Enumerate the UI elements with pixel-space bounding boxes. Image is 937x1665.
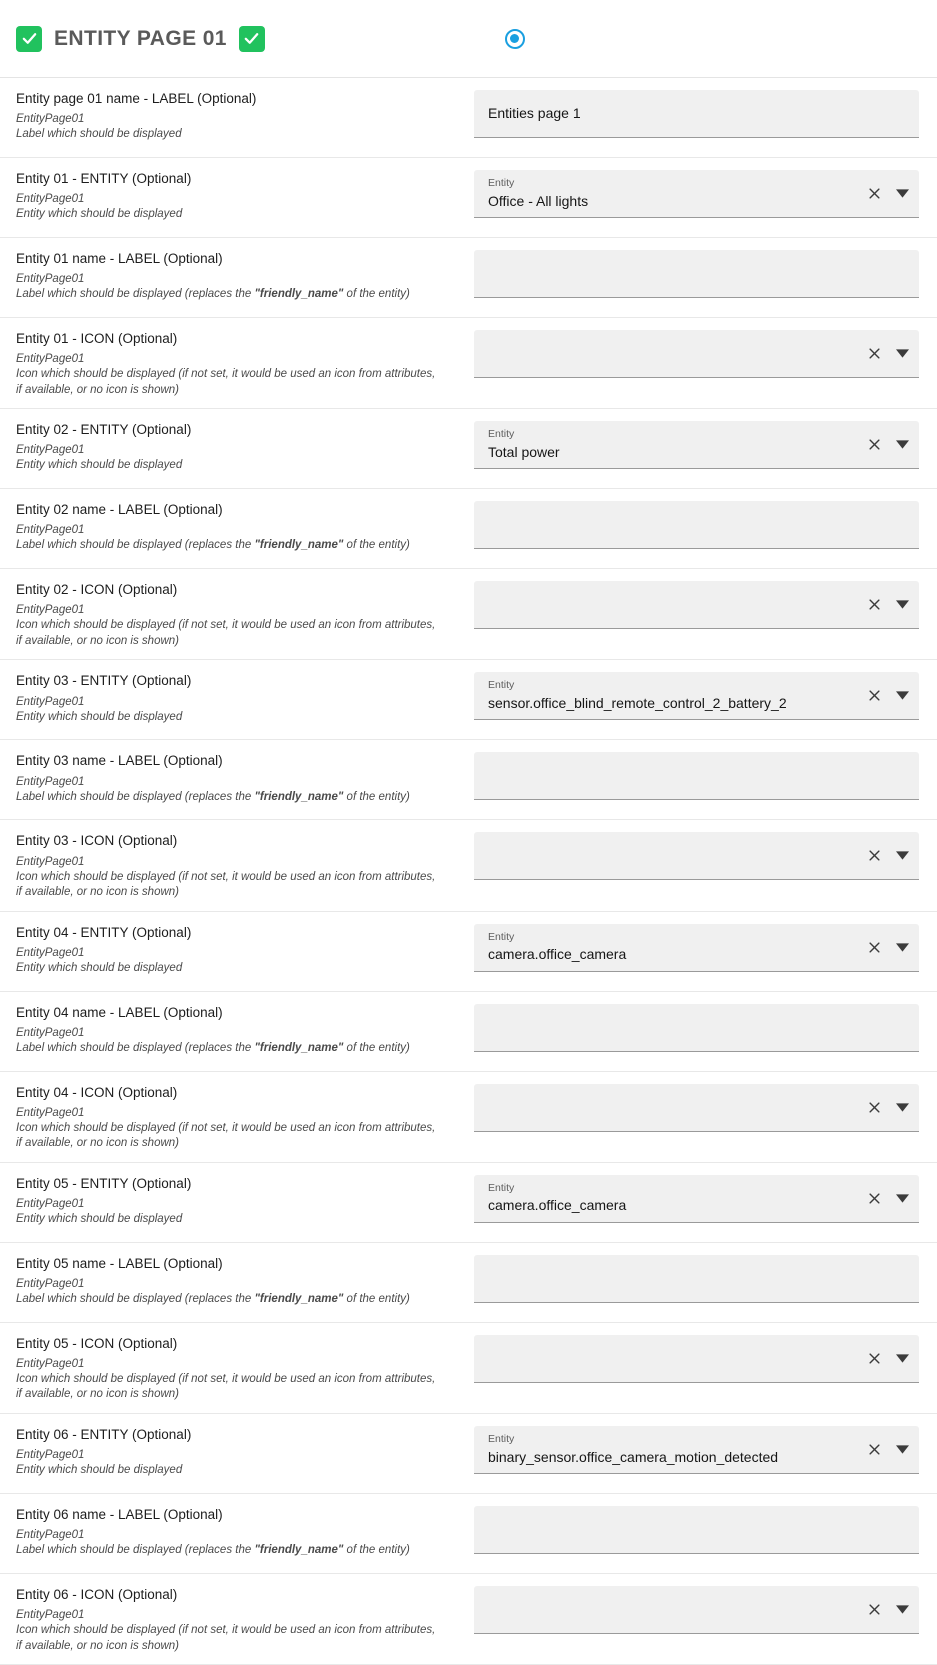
field-title: Entity 06 - ICON (Optional) [16, 1586, 178, 1602]
field-description: Entity which should be displayed [16, 1212, 183, 1225]
input-text-stack[interactable] [488, 171, 857, 216]
chevron-down-icon[interactable] [893, 938, 911, 956]
input-actions [857, 938, 911, 956]
row-input-area [460, 1414, 937, 1484]
field-description: Icon which should be displayed (if not set, it would be used an icon from attributes, if available, or no icon is shown) [16, 870, 436, 899]
input-text-stack[interactable] [488, 673, 857, 718]
entity-select-input[interactable] [474, 421, 919, 469]
settings-row [0, 238, 937, 318]
page-title: ENTITY PAGE 01 [54, 26, 227, 50]
row-label-area [0, 569, 460, 659]
input-text-stack[interactable] [488, 98, 911, 128]
entity-select-input[interactable] [474, 1335, 919, 1383]
close-icon[interactable] [865, 847, 883, 865]
field-key: EntityPage01 [16, 1026, 85, 1039]
field-description: Entity which should be displayed [16, 961, 183, 974]
input-floating-label: Entity [488, 1433, 515, 1446]
field-title: Entity 05 - ICON (Optional) [16, 1335, 178, 1351]
settings-row [0, 1072, 937, 1163]
input-text-stack[interactable] [488, 761, 911, 791]
input-value: sensor.office_blind_remote_control_2_battery_2 [488, 695, 787, 712]
field-key: EntityPage01 [16, 1357, 85, 1370]
settings-row [0, 409, 937, 489]
field-description: Icon which should be displayed (if not set, it would be used an icon from attributes, if available, or no icon is shown) [16, 1624, 436, 1652]
field-title: Entity 03 - ENTITY (Optional) [16, 673, 192, 689]
field-description: Icon which should be displayed (if not set, it would be used an icon from attributes, if available, or no icon is shown) [16, 619, 436, 647]
input-floating-label: Entity [488, 177, 515, 190]
input-value: camera.office_camera [488, 1197, 627, 1214]
input-empty [488, 1349, 857, 1367]
check-icon-secondary[interactable] [239, 26, 265, 52]
input-text-stack[interactable] [488, 1263, 911, 1293]
settings-row [0, 820, 937, 911]
input-actions [857, 1440, 911, 1458]
field-description: Label which should be displayed (replaces the "friendly_name" of the entity) [16, 288, 410, 301]
input-actions [857, 596, 911, 614]
field-key: EntityPage01 [16, 353, 85, 366]
field-description: Label which should be displayed [16, 128, 182, 141]
settings-row [0, 1323, 937, 1414]
close-icon[interactable] [865, 596, 883, 614]
field-key: EntityPage01 [16, 946, 85, 959]
entity-select-input[interactable] [474, 672, 919, 720]
input-value: camera.office_camera [488, 946, 627, 963]
input-empty [488, 1098, 857, 1116]
row-input-area [460, 318, 937, 388]
row-label-area [0, 992, 460, 1067]
field-key: EntityPage01 [16, 775, 85, 788]
input-floating-label: Entity [488, 428, 515, 441]
input-empty [488, 516, 911, 534]
settings-row [0, 660, 937, 740]
row-label-area [0, 489, 460, 564]
input-text-stack[interactable] [488, 925, 857, 970]
close-icon[interactable] [865, 1600, 883, 1618]
field-description: Label which should be displayed (replaces the "friendly_name" of the entity) [16, 1041, 410, 1054]
row-label-area [0, 660, 460, 735]
field-key: EntityPage01 [16, 273, 85, 286]
input-actions [857, 687, 911, 705]
input-empty [488, 345, 857, 363]
radio-selected-icon[interactable] [505, 29, 525, 49]
field-title: Entity 03 name - LABEL (Optional) [16, 753, 223, 769]
field-key: EntityPage01 [16, 113, 85, 126]
row-label-area [0, 1574, 460, 1664]
input-empty [488, 1600, 857, 1618]
input-actions [857, 436, 911, 454]
settings-row [0, 1414, 937, 1494]
entity-select-input[interactable] [474, 1175, 919, 1223]
field-key: EntityPage01 [16, 1609, 85, 1622]
row-label-area [0, 912, 460, 987]
row-label-area [0, 318, 460, 408]
field-title: Entity 05 name - LABEL (Optional) [16, 1255, 223, 1271]
row-input-area [460, 1494, 937, 1564]
input-text-stack[interactable] [488, 422, 857, 467]
input-empty [488, 596, 857, 614]
chevron-down-icon[interactable] [893, 1189, 911, 1207]
close-icon[interactable] [865, 1440, 883, 1458]
input-value: Office - All lights [488, 192, 589, 209]
input-actions [857, 1349, 911, 1367]
row-label-area [0, 1414, 460, 1489]
field-description: Icon which should be displayed (if not set, it would be used an icon from attributes, if available, or no icon is shown) [16, 1372, 436, 1401]
close-icon[interactable] [865, 345, 883, 363]
entity-select-input[interactable] [474, 1586, 919, 1634]
input-actions [857, 1189, 911, 1207]
entity-select-input[interactable] [474, 330, 919, 378]
field-key: EntityPage01 [16, 193, 85, 206]
settings-row [0, 78, 937, 158]
field-description: Label which should be displayed (replaces the "friendly_name" of the entity) [16, 790, 410, 803]
entity-select-input[interactable] [474, 581, 919, 629]
field-title: Entity 06 - ENTITY (Optional) [16, 1426, 192, 1442]
field-description: Label which should be displayed (replaces the "friendly_name" of the entity) [16, 539, 410, 552]
settings-row [0, 489, 937, 569]
field-title: Entity 05 - ENTITY (Optional) [16, 1175, 192, 1191]
input-floating-label: Entity [488, 679, 515, 692]
row-label-area [0, 238, 460, 313]
field-description: Icon which should be displayed (if not set, it would be used an icon from attributes, if available, or no icon is shown) [16, 368, 436, 396]
input-text-stack[interactable] [488, 259, 911, 289]
row-label-area [0, 1072, 460, 1162]
input-actions [857, 1600, 911, 1618]
chevron-down-icon[interactable] [893, 345, 911, 363]
row-label-area [0, 409, 460, 484]
row-label-area [0, 78, 460, 153]
row-input-area [460, 569, 937, 639]
field-title: Entity 01 - ICON (Optional) [16, 331, 178, 346]
row-input-area [460, 238, 937, 308]
settings-row [0, 1163, 937, 1243]
text-input[interactable] [474, 90, 919, 138]
row-input-area [460, 409, 937, 479]
settings-row [0, 1243, 937, 1323]
row-input-area [460, 1072, 937, 1142]
chevron-down-icon[interactable] [893, 1098, 911, 1116]
input-actions [857, 847, 911, 865]
close-icon[interactable] [865, 1189, 883, 1207]
field-key: EntityPage01 [16, 695, 85, 708]
field-description: Entity which should be displayed [16, 1464, 183, 1477]
field-description: Entity which should be displayed [16, 710, 183, 723]
close-icon[interactable] [865, 1098, 883, 1116]
field-title: Entity 04 name - LABEL (Optional) [16, 1004, 223, 1020]
input-empty [488, 847, 857, 865]
input-floating-label: Entity [488, 1181, 515, 1194]
row-label-area [0, 1323, 460, 1413]
field-key: EntityPage01 [16, 524, 85, 537]
close-icon[interactable] [865, 436, 883, 454]
input-text-stack[interactable] [488, 1427, 857, 1472]
field-key: EntityPage01 [16, 1529, 85, 1542]
field-title: Entity 04 - ICON (Optional) [16, 1084, 178, 1100]
text-input[interactable] [474, 1004, 919, 1052]
chevron-down-icon[interactable] [893, 1440, 911, 1458]
row-label-area [0, 740, 460, 815]
row-input-area [460, 1323, 937, 1393]
input-actions [857, 185, 911, 203]
chevron-down-icon[interactable] [893, 1349, 911, 1367]
input-empty [488, 1269, 911, 1287]
check-icon[interactable] [16, 26, 42, 52]
settings-row [0, 318, 937, 409]
chevron-down-icon[interactable] [893, 596, 911, 614]
field-key: EntityPage01 [16, 1449, 85, 1462]
settings-row [0, 1494, 937, 1574]
input-text-stack[interactable] [488, 339, 857, 369]
input-text-stack[interactable] [488, 1343, 857, 1373]
settings-rows [0, 78, 937, 1665]
entity-select-input[interactable] [474, 170, 919, 218]
field-title: Entity 03 - ICON (Optional) [16, 833, 178, 849]
radio-inner-dot [510, 34, 519, 43]
entity-select-input[interactable] [474, 1426, 919, 1474]
text-input[interactable] [474, 501, 919, 549]
field-key: EntityPage01 [16, 1106, 85, 1119]
entity-select-input[interactable] [474, 832, 919, 880]
field-description: Entity which should be displayed [16, 459, 183, 472]
input-empty [488, 1520, 911, 1538]
close-icon[interactable] [865, 1349, 883, 1367]
row-input-area [460, 1163, 937, 1233]
input-value: binary_sensor.office_camera_motion_detected [488, 1448, 779, 1465]
row-input-area [460, 740, 937, 810]
field-title: Entity 04 - ENTITY (Optional) [16, 924, 192, 940]
input-text-stack[interactable] [488, 841, 857, 871]
row-input-area [460, 158, 937, 228]
row-input-area [460, 912, 937, 982]
text-input[interactable] [474, 752, 919, 800]
field-key: EntityPage01 [16, 1277, 85, 1290]
text-input[interactable] [474, 1506, 919, 1554]
input-floating-label: Entity [488, 930, 515, 943]
field-title: Entity 02 name - LABEL (Optional) [16, 502, 223, 518]
close-icon[interactable] [865, 687, 883, 705]
row-label-area [0, 1243, 460, 1318]
settings-row [0, 569, 937, 660]
header-radio-group[interactable] [505, 29, 525, 49]
field-key: EntityPage01 [16, 604, 85, 617]
field-title: Entity page 01 name - LABEL (Optional) [16, 91, 257, 106]
field-key: EntityPage01 [16, 444, 85, 457]
close-icon[interactable] [865, 185, 883, 203]
input-text-stack[interactable] [488, 510, 911, 540]
settings-row [0, 740, 937, 820]
field-description: Entity which should be displayed [16, 208, 183, 221]
chevron-down-icon[interactable] [893, 185, 911, 203]
field-title: Entity 06 name - LABEL (Optional) [16, 1506, 223, 1522]
input-text-stack[interactable] [488, 1594, 857, 1624]
close-icon[interactable] [865, 938, 883, 956]
input-text-stack[interactable] [488, 1012, 911, 1042]
input-actions [857, 1098, 911, 1116]
field-title: Entity 01 - ENTITY (Optional) [16, 171, 192, 186]
input-value: Entities page 1 [488, 105, 581, 122]
settings-row [0, 1574, 937, 1665]
page-header [0, 0, 937, 78]
entity-select-input[interactable] [474, 1084, 919, 1132]
entity-select-input[interactable] [474, 924, 919, 972]
chevron-down-icon[interactable] [893, 1600, 911, 1618]
row-input-area [460, 1243, 937, 1313]
text-input[interactable] [474, 1255, 919, 1303]
input-text-stack[interactable] [488, 1092, 857, 1122]
field-title: Entity 02 - ENTITY (Optional) [16, 422, 192, 438]
input-value: Total power [488, 443, 560, 460]
settings-row [0, 912, 937, 992]
chevron-down-icon[interactable] [893, 687, 911, 705]
row-input-area [460, 78, 937, 148]
row-label-area [0, 158, 460, 233]
field-title: Entity 01 name - LABEL (Optional) [16, 251, 223, 266]
input-text-stack[interactable] [488, 1514, 911, 1544]
input-actions [857, 345, 911, 363]
chevron-down-icon[interactable] [893, 847, 911, 865]
row-input-area [460, 820, 937, 890]
field-description: Icon which should be displayed (if not set, it would be used an icon from attributes, if available, or no icon is shown) [16, 1121, 436, 1150]
row-input-area [460, 1574, 937, 1644]
row-label-area [0, 1494, 460, 1569]
text-input[interactable] [474, 250, 919, 298]
field-description: Label which should be displayed (replaces the "friendly_name" of the entity) [16, 1292, 410, 1305]
field-description: Label which should be displayed (replaces the "friendly_name" of the entity) [16, 1544, 410, 1557]
row-label-area [0, 1163, 460, 1238]
input-empty [488, 767, 911, 785]
row-label-area [0, 820, 460, 910]
chevron-down-icon[interactable] [893, 436, 911, 454]
input-empty [488, 265, 911, 283]
row-input-area [460, 489, 937, 559]
field-key: EntityPage01 [16, 855, 85, 868]
settings-row [0, 158, 937, 238]
input-text-stack[interactable] [488, 1176, 857, 1221]
input-empty [488, 1018, 911, 1036]
settings-row [0, 992, 937, 1072]
row-input-area [460, 660, 937, 730]
field-key: EntityPage01 [16, 1197, 85, 1210]
input-text-stack[interactable] [488, 590, 857, 620]
field-title: Entity 02 - ICON (Optional) [16, 582, 178, 598]
row-input-area [460, 992, 937, 1062]
